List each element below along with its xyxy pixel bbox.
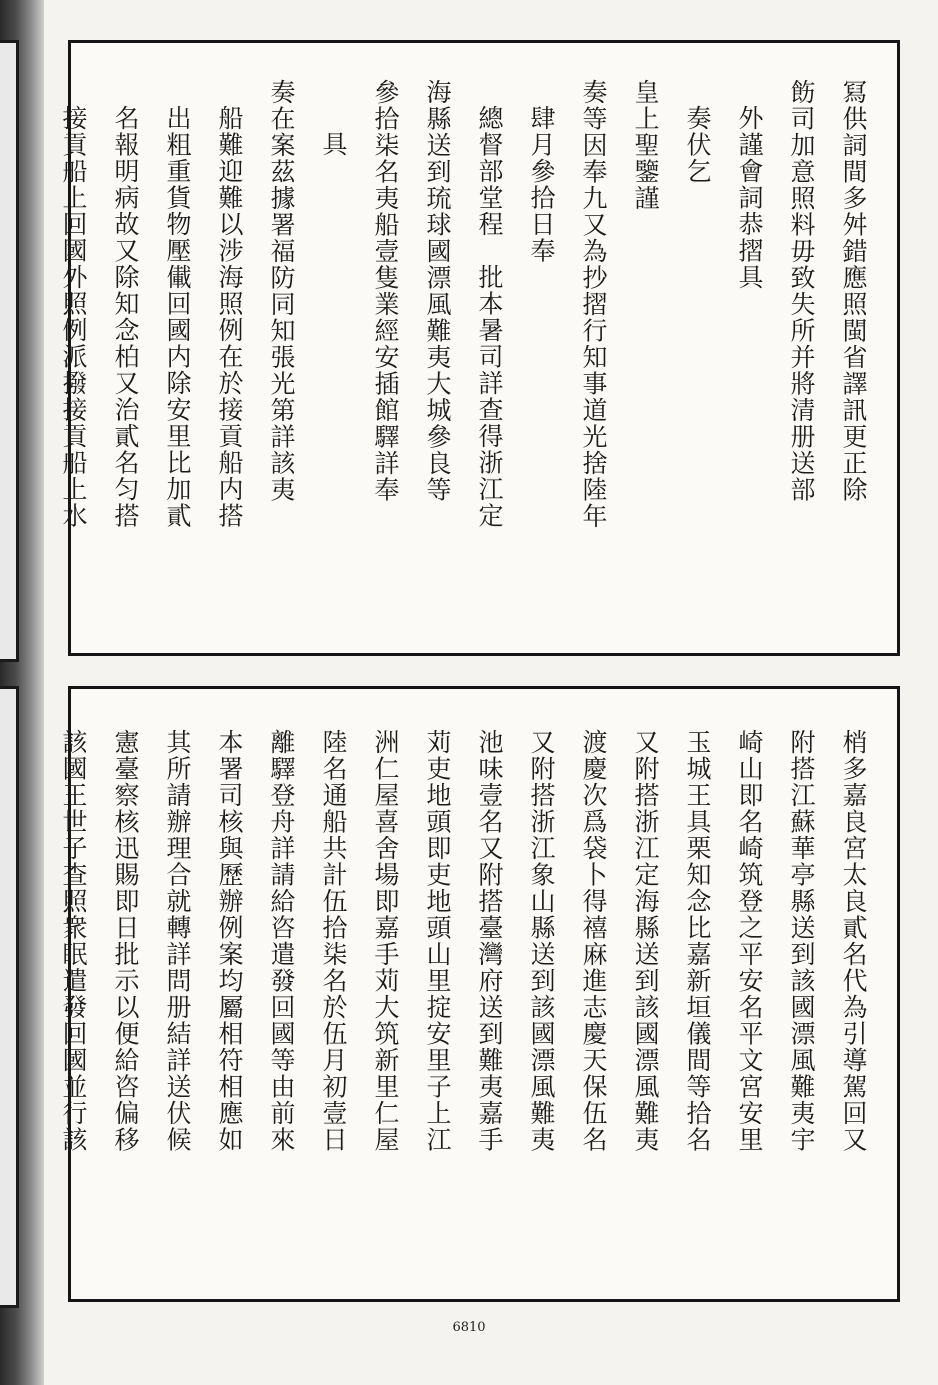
text-column: 憲臺察核迅賜即日批示以便給咨偏移	[111, 729, 140, 1153]
text-column: 渡慶次爲袋卜得禧麻進志慶天保伍名	[579, 729, 608, 1153]
text-column: 皇上聖鑒謹	[631, 79, 660, 212]
text-column: 出粗重貨物壓儎回國内除安里比加貳	[163, 105, 192, 529]
text-column: 附搭江蘇華亭縣送到該國漂風難夷宇	[787, 729, 816, 1153]
left-page-frame-edge-bottom	[0, 686, 19, 1308]
text-column: 冩供詞間多舛錯應照閩省譯訊更正除	[839, 79, 868, 503]
text-column: 池味壹名又附搭臺灣府送到難夷嘉手	[475, 729, 504, 1153]
text-column: 玉城王具栗知念比嘉新垣儀間等拾名	[683, 729, 712, 1153]
text-column: 總督部堂程 批本暑司詳查得浙江定	[475, 105, 504, 529]
text-column: 本署司核與歷辦例案均屬相符相應如	[215, 729, 244, 1153]
text-column: 具	[319, 131, 348, 158]
text-column: 陸名通船共計伍拾柒名於伍月初壹日	[319, 729, 348, 1153]
text-column: 苅吏地頭即吏地頭山里掟安里子上江	[423, 729, 452, 1153]
text-column: 飭司加意照料毋致失所并將清册送部	[787, 79, 816, 503]
top-text-panel	[59, 40, 900, 656]
bottom-columns	[59, 689, 879, 1299]
text-column: 奏伏乞	[683, 105, 712, 185]
text-column: 奏在案茲據署福防同知張光第詳該夷	[267, 79, 296, 503]
text-column: 外謹會詞恭摺具	[735, 105, 764, 291]
text-column: 離驛登舟詳請給咨遣發回國等由前來	[267, 729, 296, 1153]
text-column: 崎山即名崎筑登之平安名平文宮安里	[735, 729, 764, 1153]
text-column: 又附搭浙江象山縣送到該國漂風難夷	[527, 729, 556, 1153]
text-column: 該國王世子查照衆眠遣發回國並行該	[59, 729, 88, 1153]
text-column: 接貢船上回國外照例派撥接貢船上水	[59, 105, 88, 529]
text-column: 名報明病故又除知念柏又治貳名匀搭	[111, 105, 140, 529]
text-column: 奏等因奉九又為抄摺行知事道光捨陸年	[579, 79, 608, 530]
text-column: 梢多嘉良宮太良貳名代為引導駕回又	[839, 729, 868, 1153]
top-columns	[59, 43, 879, 653]
text-column: 洲仁屋喜舍場即嘉手苅大筑新里仁屋	[371, 729, 400, 1153]
text-column: 其所請辦理合就轉詳問册結詳送伏候	[163, 729, 192, 1153]
bottom-text-panel	[59, 686, 900, 1302]
text-column: 海縣送到琉球國漂風難夷大城參良等	[423, 79, 452, 503]
text-column: 又附搭浙江定海縣送到該國漂風難夷	[631, 729, 660, 1153]
text-column: 船難迎難以涉海照例在於接貢船内搭	[215, 105, 244, 529]
page-number: 6810	[452, 1320, 486, 1335]
text-column: 肆月參拾日奉	[527, 105, 556, 264]
text-column: 參拾柒名夷船壹隻業經安插館驛詳奉	[371, 79, 400, 503]
left-page-frame-edge-top	[0, 40, 19, 662]
